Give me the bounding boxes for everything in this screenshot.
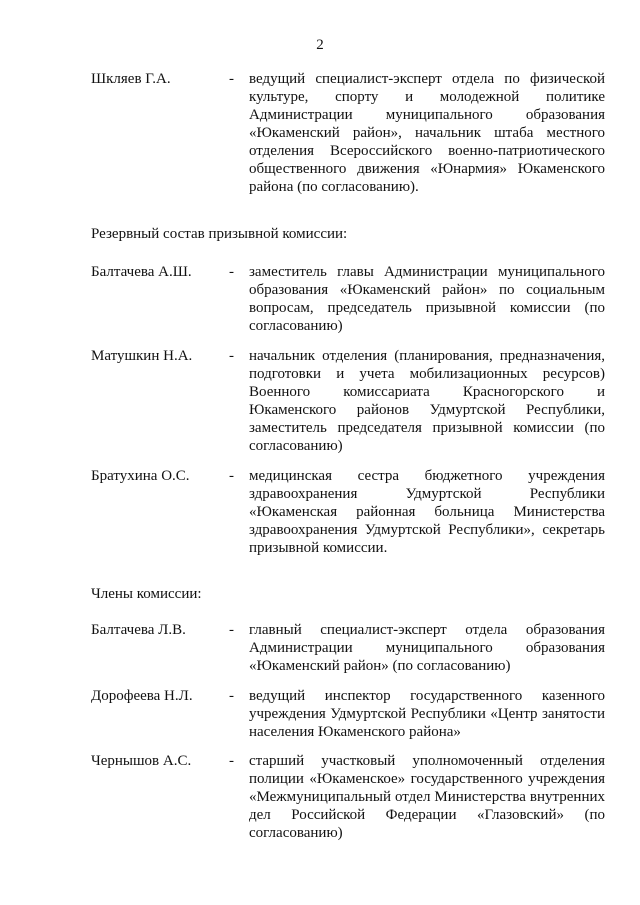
member-name: Шкляев Г.А. (91, 71, 171, 87)
member-name: Братухина О.С. (91, 468, 190, 484)
member-description: ведущий специалист-эксперт отдела по физической культуре, спорту и молодежной политике Администрации муниципального образования «Юкаменский район», начальник штаба местного отделения Всероссийского военно-патриотического общественного движения «Юнармия» Юкаменского района (по согласованию). (249, 71, 605, 195)
section-heading-members: Члены комиссии: (91, 586, 202, 602)
member-name: Балтачева Л.В. (91, 622, 186, 638)
member-entry (91, 467, 605, 557)
member-dash: - (229, 468, 234, 484)
page-number: 2 (316, 37, 324, 53)
member-entry (91, 752, 605, 842)
member-description: ведущий инспектор государственного казенного учреждения Удмуртской Республики «Центр занятости населения Юкаменского района» (249, 688, 605, 740)
member-dash: - (229, 264, 234, 280)
member-dash: - (229, 622, 234, 638)
member-name: Матушкин Н.А. (91, 348, 193, 364)
member-dash: - (229, 71, 234, 87)
member-description: медицинская сестра бюджетного учреждения здравоохранения Удмуртской Республики «Юкаменская районная больница Министерства здравоохранения Удмуртской Республики», секретарь призывной комиссии. (249, 468, 605, 556)
member-name: Чернышов А.С. (91, 753, 192, 769)
member-description: начальник отделения (планирования, предназначения, подготовки и учета мобилизационных ресурсов) Военного комиссариата Красногорского и Юкаменского районов Удмуртской Республики, заместитель председателя призывной комиссии (по согласованию) (249, 348, 605, 454)
member-entry (91, 347, 605, 455)
member-description: заместитель главы Администрации муниципального образования «Юкаменский район» по социальным вопросам, председатель призывной комиссии (по согласованию) (249, 264, 605, 334)
member-dash: - (229, 688, 234, 704)
member-description: старший участковый уполномоченный отделения полиции «Юкаменское» государственного учреждения «Межмуниципальный отдел Министерства внутренних дел Российской Федерации «Глазовский» (по согласованию) (249, 753, 605, 841)
member-dash: - (229, 348, 234, 364)
section-heading-reserve: Резервный состав призывной комиссии: (91, 226, 348, 242)
member-entry (91, 687, 605, 741)
member-entry (91, 621, 605, 675)
member-entry (91, 70, 605, 196)
member-dash: - (229, 753, 234, 769)
member-name: Дорофеева Н.Л. (91, 688, 193, 704)
member-name: Балтачева А.Ш. (91, 264, 192, 280)
member-entry (91, 263, 605, 335)
member-description: главный специалист-эксперт отдела образования Администрации муниципального образования «Юкаменский район» (по согласованию) (249, 622, 605, 674)
